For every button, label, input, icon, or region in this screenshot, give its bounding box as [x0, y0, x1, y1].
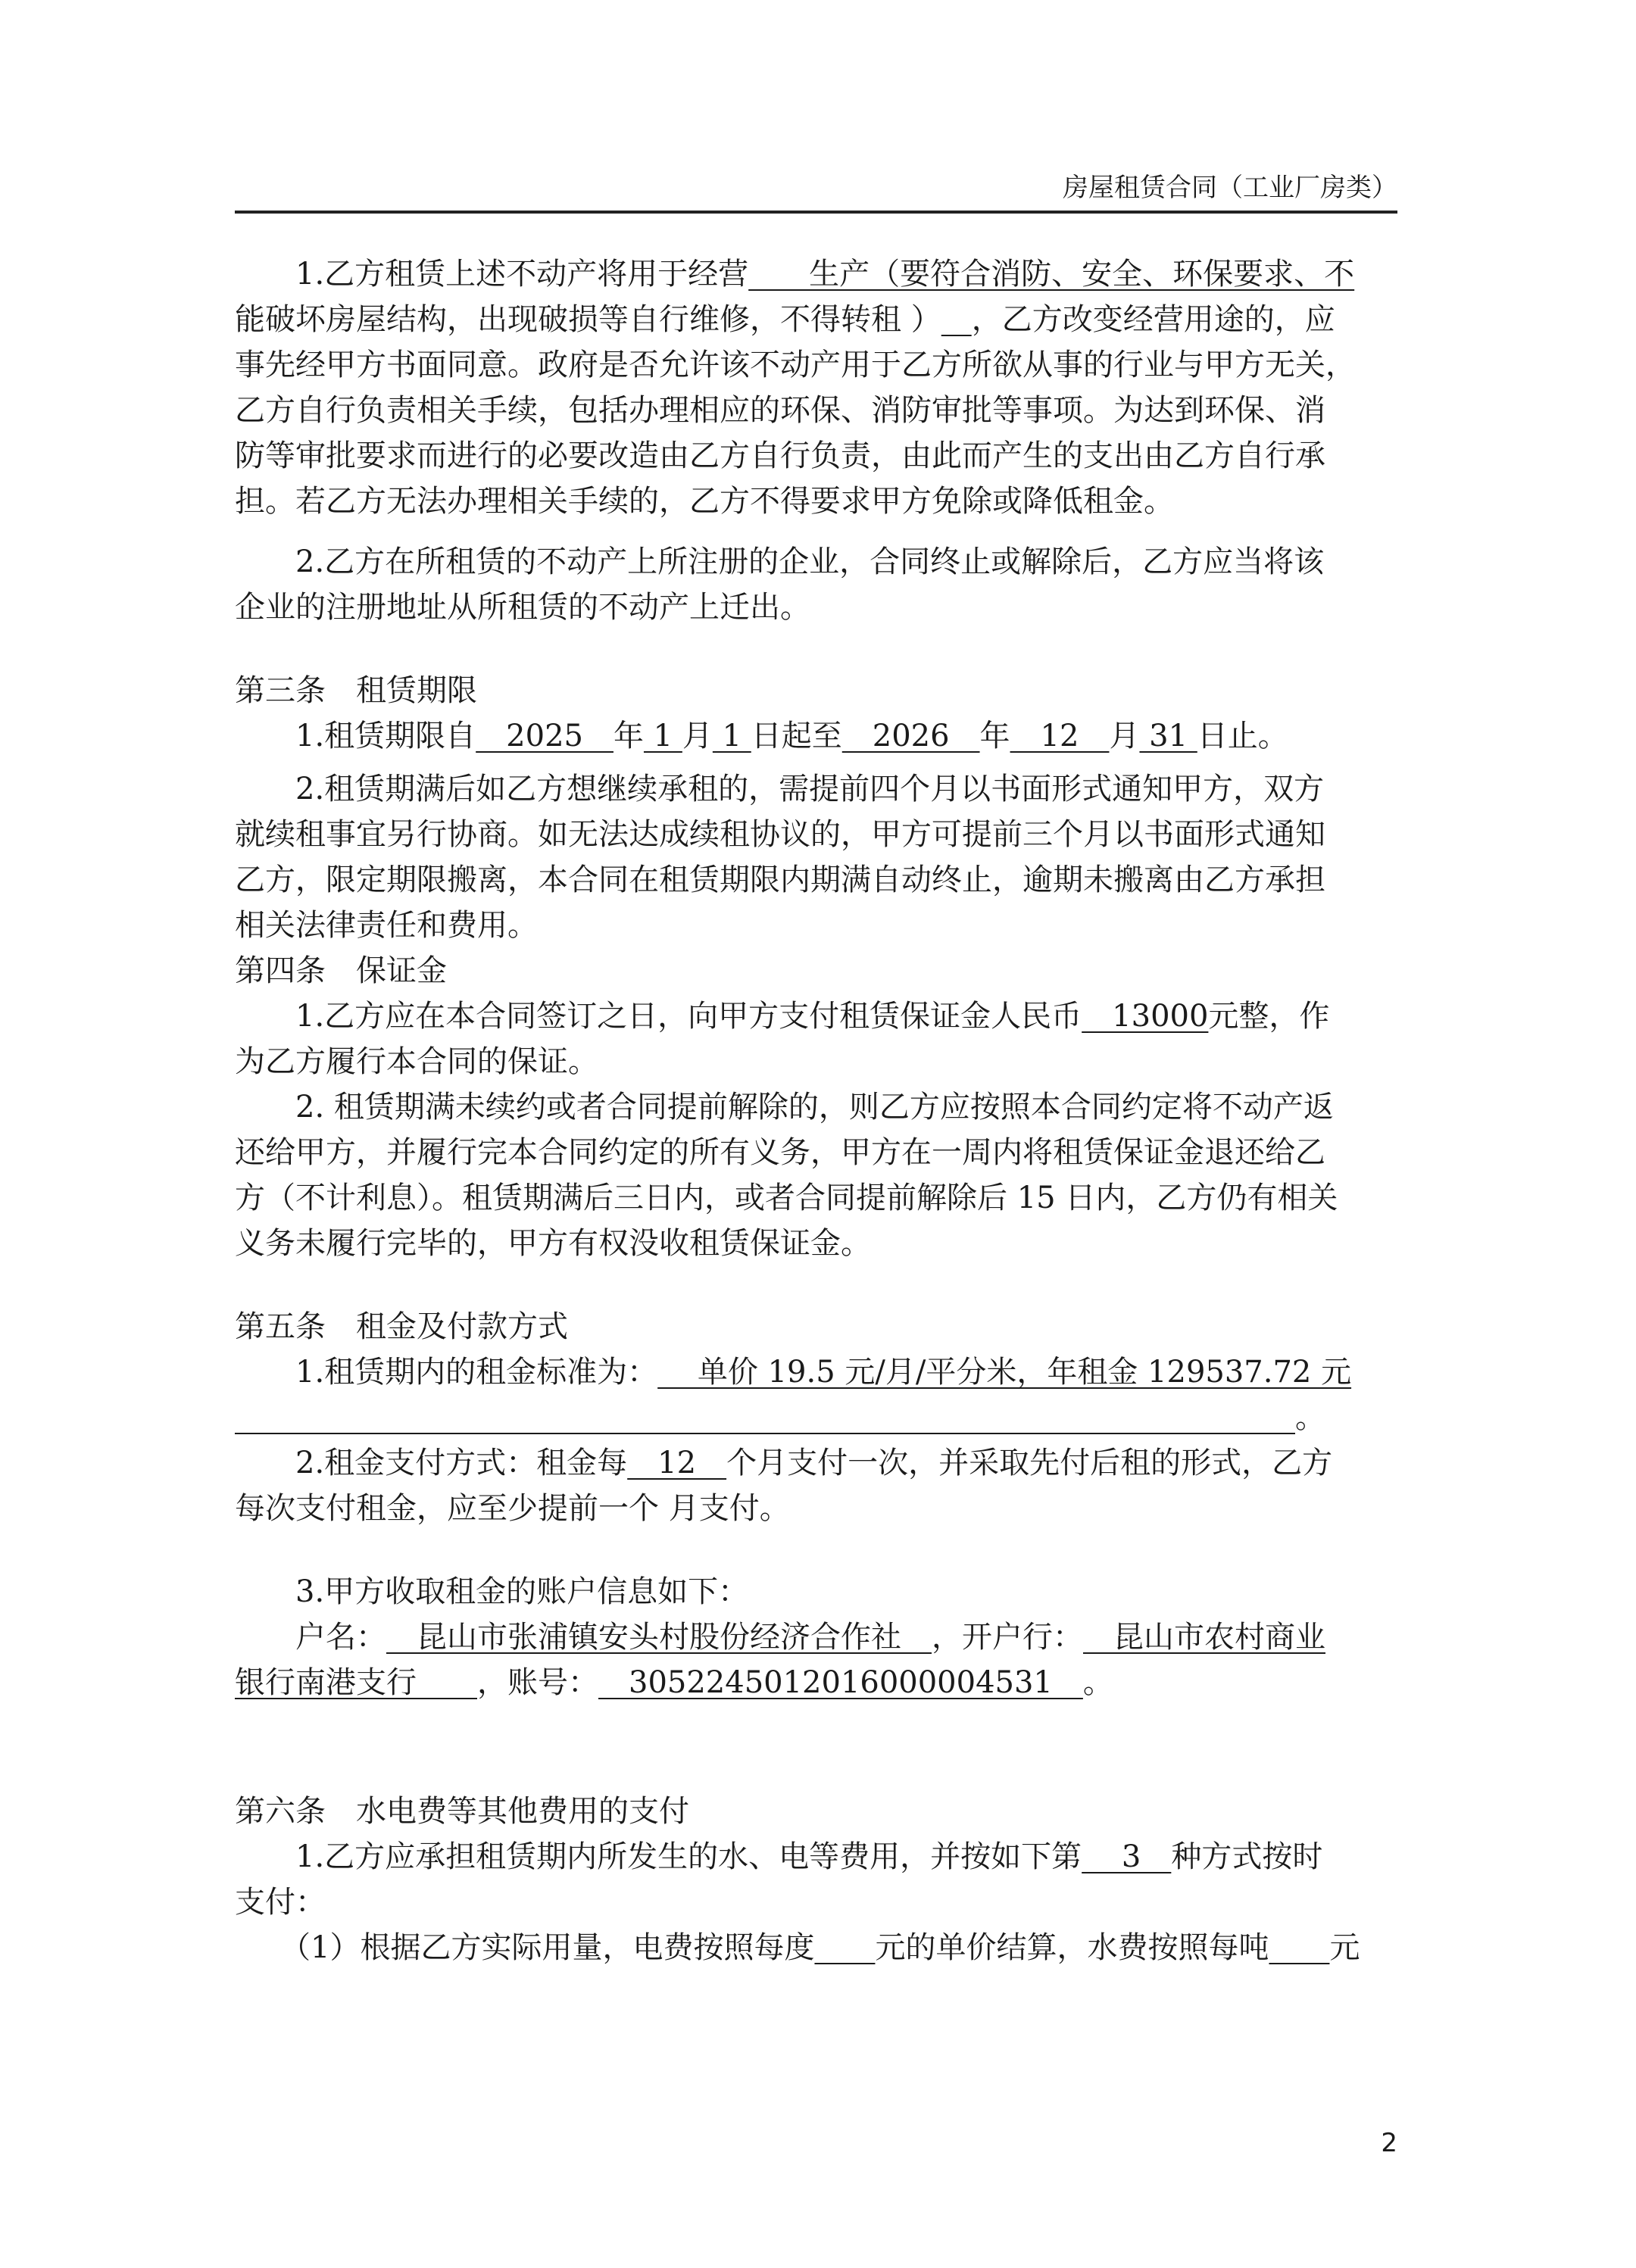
line-text: （1）根据乙方实际用量，电费按照每度 — [235, 1930, 815, 1965]
line-text: 日止。 — [1197, 719, 1288, 753]
text-line — [235, 1486, 1397, 1531]
line-text: 相关法律责任和费用。 — [235, 908, 538, 943]
text-line — [235, 1084, 1397, 1130]
line-text: 每次支付租金，应至少提前一个 月支付。 — [235, 1491, 790, 1526]
filled-blank — [1269, 1925, 1329, 1970]
text-line — [235, 1175, 1397, 1221]
filled-blank — [814, 1925, 875, 1970]
document-title: 房屋租赁合同（工业厂房类） — [1063, 173, 1397, 203]
filled-blank: 12 — [627, 1446, 727, 1480]
text-line — [235, 388, 1397, 433]
text-line — [235, 1925, 1397, 1970]
line-text: 2. 租赁期满未续约或者合同提前解除的，则乙方应按照本合同约定将不动产返 — [235, 1090, 1334, 1125]
line-text: 2.租赁期满后如乙方想继续承租的，需提前四个月以书面形式通知甲方，双方 — [235, 772, 1325, 806]
line-text: 就续租事宜另行协商。如无法达成续租协议的，甲方可提前三个月以书面形式通知 — [235, 817, 1325, 852]
line-text: ，账号： — [477, 1665, 598, 1700]
filled-blank: 2026 — [841, 719, 980, 753]
section-heading — [235, 1304, 1397, 1349]
filled-blank: 昆山市农村商业 — [1083, 1620, 1325, 1655]
filled-blank: 银行南港支行 — [235, 1665, 477, 1700]
contract-body — [235, 0, 1397, 2268]
text-line — [235, 1349, 1397, 1395]
text-line — [235, 857, 1397, 903]
line-text: 企业的注册地址从所租赁的不动产上迁出。 — [235, 590, 810, 625]
line-text: 年 — [979, 719, 1010, 753]
line-text: 第六条 水电费等其他费用的支付 — [235, 1794, 689, 1829]
text-line — [235, 1880, 1397, 1925]
filled-blank: 3 — [1082, 1839, 1172, 1874]
line-text: 元 — [1329, 1930, 1360, 1965]
filled-blank — [941, 297, 972, 342]
line-text: 月 — [1109, 719, 1140, 753]
line-text: 第三条 租赁期限 — [235, 673, 477, 708]
section-heading — [235, 668, 1397, 713]
filled-blank: 1 — [643, 719, 682, 753]
text-line — [235, 342, 1397, 388]
line-text: 1.租赁期限自 — [235, 719, 476, 753]
line-text: 担。若乙方无法办理相关手续的，乙方不得要求甲方免除或降低租金。 — [235, 484, 1174, 519]
filled-blank: 31 — [1139, 719, 1197, 753]
line-text: 户名： — [235, 1620, 386, 1655]
line-text: 义务未履行完毕的，甲方有权没收租赁保证金。 — [235, 1226, 871, 1261]
line-text: 第五条 租金及付款方式 — [235, 1309, 568, 1344]
line-text: 还给甲方，并履行完本合同约定的所有义务，甲方在一周内将租赁保证金退还给乙 — [235, 1135, 1325, 1170]
text-line — [235, 1660, 1397, 1705]
text-line — [235, 1221, 1397, 1266]
line-text: 事先经甲方书面同意。政府是否允许该不动产用于乙方所欲从事的行业与甲方无关， — [235, 348, 1356, 382]
text-line — [235, 251, 1397, 297]
section-heading — [235, 1789, 1397, 1834]
text-line — [235, 479, 1397, 524]
filled-blank: 生产（要符合消防、安全、环保要求、不 — [748, 257, 1355, 292]
filled-blank: 3052245012016000004531 — [598, 1665, 1083, 1700]
filled-blank: 1 — [712, 719, 751, 753]
line-text: ，开户行： — [932, 1620, 1083, 1655]
line-text: 方（不计利息）。租赁期满后三日内，或者合同提前解除后 15 日内，乙方仍有相关 — [235, 1181, 1338, 1215]
filled-blank: 2025 — [476, 719, 614, 753]
line-text: 为乙方履行本合同的保证。 — [235, 1044, 598, 1079]
filled-blank: 13000 — [1082, 999, 1209, 1034]
text-line — [235, 1440, 1397, 1486]
text-line — [235, 903, 1397, 948]
text-line — [235, 1614, 1397, 1660]
line-text: 月 — [682, 719, 713, 753]
text-line — [235, 994, 1397, 1039]
section-heading — [235, 948, 1397, 994]
line-text: 乙方，限定期限搬离，本合同在租赁期限内期满自动终止，逾期未搬离由乙方承担 — [235, 863, 1325, 897]
line-text: 元整，作 — [1208, 999, 1330, 1034]
line-text: 第四条 保证金 — [235, 953, 447, 988]
filled-blank: 昆山市张浦镇安头村股份经济合作社 — [386, 1620, 932, 1655]
text-line — [235, 1395, 1397, 1440]
line-text: 能破坏房屋结构，出现破损等自行维修，不得转租 ） — [235, 302, 941, 337]
line-text: 2.乙方在所租赁的不动产上所注册的企业，合同终止或解除后，乙方应当将该 — [235, 544, 1325, 579]
filled-blank: 单价 19.5 元/月/平分米，年租金 129537.72 元 — [657, 1355, 1352, 1390]
line-text: 种方式按时 — [1171, 1839, 1323, 1874]
line-text: 1.乙方应承担租赁期内所发生的水、电等费用，并按如下第 — [235, 1839, 1082, 1874]
text-line — [235, 1569, 1397, 1614]
line-text: 1.乙方租赁上述不动产将用于经营 — [235, 257, 749, 292]
text-line — [235, 539, 1397, 585]
line-text: ，乙方改变经营用途的，应 — [971, 302, 1335, 337]
filled-blank — [235, 1395, 1295, 1440]
text-line — [235, 766, 1397, 812]
text-line — [235, 585, 1397, 630]
line-text: 。 — [1295, 1400, 1325, 1435]
line-text: 2.租金支付方式：租金每 — [235, 1446, 628, 1480]
filled-blank: 12 — [1010, 719, 1110, 753]
line-text: 个月支付一次，并采取先付后租的形式，乙方 — [726, 1446, 1333, 1480]
line-text: 元的单价结算，水费按照每吨 — [875, 1930, 1269, 1965]
text-line — [235, 433, 1397, 479]
line-text: 日起至 — [751, 719, 842, 753]
line-text: 防等审批要求而进行的必要改造由乙方自行负责，由此而产生的支出由乙方自行承 — [235, 438, 1325, 473]
text-line — [235, 1039, 1397, 1084]
page-number: 2 — [1381, 2128, 1397, 2158]
text-line — [235, 1130, 1397, 1175]
line-text: 乙方自行负责相关手续，包括办理相应的环保、消防审批等事项。为达到环保、消 — [235, 393, 1325, 428]
line-text: 支付： — [235, 1885, 326, 1920]
text-line — [235, 1834, 1397, 1880]
line-text: 3.甲方收取租金的账户信息如下： — [235, 1574, 749, 1609]
line-text: 1.租赁期内的租金标准为： — [235, 1355, 658, 1390]
text-line — [235, 713, 1397, 759]
text-line — [235, 812, 1397, 857]
line-text: 年 — [613, 719, 644, 753]
line-text: 1.乙方应在本合同签订之日，向甲方支付租赁保证金人民币 — [235, 999, 1082, 1034]
line-text: 。 — [1082, 1665, 1113, 1700]
text-line — [235, 297, 1397, 342]
